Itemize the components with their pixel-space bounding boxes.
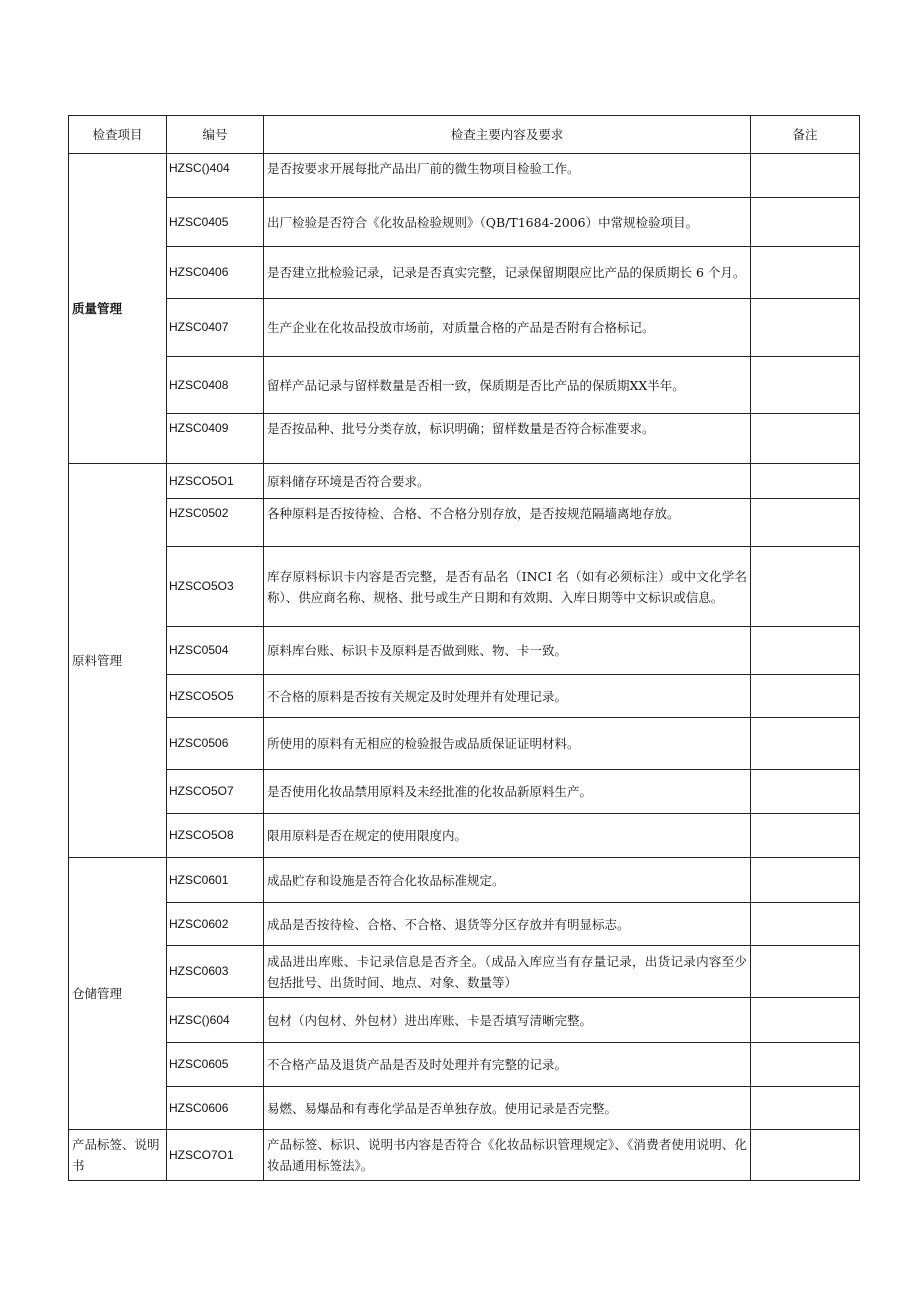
table-row (69, 627, 860, 675)
code-cell: HZSC0409 (167, 414, 264, 464)
code-cell: HZSC0602 (167, 903, 264, 946)
table-row (69, 770, 860, 814)
code-cell: HZSC()604 (167, 998, 264, 1043)
table-body (69, 154, 860, 1181)
category-cell: 原料管理 (69, 464, 167, 858)
table-row (69, 814, 860, 858)
table-row (69, 247, 860, 299)
note-cell (751, 464, 860, 499)
code-cell: HZSC0506 (167, 718, 264, 770)
content-cell: 原料储存环境是否符合要求。 (264, 464, 751, 499)
header-note: 备注 (751, 116, 860, 154)
code-cell: HZSCO5O5 (167, 675, 264, 718)
category-cell: 产品标签、说明书 (69, 1130, 167, 1181)
code-cell: HZSC0603 (167, 946, 264, 998)
note-cell (751, 1087, 860, 1130)
table-row (69, 1043, 860, 1087)
code-cell: HZSCO5O1 (167, 464, 264, 499)
code-cell: HZSC()404 (167, 154, 264, 198)
category-cell: 仓储管理 (69, 858, 167, 1130)
content-cell: 是否按要求开展每批产品出厂前的微生物项目检验工作。 (264, 154, 751, 198)
code-cell: HZSC0405 (167, 198, 264, 247)
content-cell: 包材（内包材、外包材）进出库账、卡是否填写清晰完整。 (264, 998, 751, 1043)
content-cell: 易燃、易爆品和有毒化学品是否单独存放。使用记录是否完整。 (264, 1087, 751, 1130)
header-category: 检查项目 (69, 116, 167, 154)
table-row (69, 675, 860, 718)
note-cell (751, 627, 860, 675)
table-row (69, 903, 860, 946)
table-row (69, 998, 860, 1043)
table-row (69, 946, 860, 998)
content-cell: 生产企业在化妆品投放市场前，对质量合格的产品是否附有合格标记。 (264, 299, 751, 357)
note-cell (751, 998, 860, 1043)
content-cell: 留样产品记录与留样数量是否相一致，保质期是否比产品的保质期XX半年。 (264, 357, 751, 414)
note-cell (751, 1130, 860, 1181)
content-cell: 是否使用化妆品禁用原料及未经批准的化妆品新原料生产。 (264, 770, 751, 814)
content-cell: 成品是否按待检、合格、不合格、退货等分区存放并有明显标志。 (264, 903, 751, 946)
table-row (69, 198, 860, 247)
table-row (69, 299, 860, 357)
table-row (69, 357, 860, 414)
content-cell: 产品标签、标识、说明书内容是否符合《化妆品标识管理规定》、《消费者使用说明、化妆品通用标签法》。 (264, 1130, 751, 1181)
table-row (69, 414, 860, 464)
content-cell: 出厂检验是否符合《化妆品检验规则》（QB/T1684-2006）中常规检验项目。 (264, 198, 751, 247)
content-cell: 库存原料标识卡内容是否完整，是否有品名（INCI 名（如有必须标注）或中文化学名称）、供应商名称、规格、批号或生产日期和有效期、入库日期等中文标识或信息。 (264, 547, 751, 627)
code-cell: HZSC0504 (167, 627, 264, 675)
table-row (69, 718, 860, 770)
content-cell: 各种原料是否按待检、合格、不合格分别存放，是否按规范隔墙离地存放。 (264, 499, 751, 547)
table-row (69, 858, 860, 903)
inspection-table (68, 115, 860, 1181)
note-cell (751, 858, 860, 903)
table-row (69, 499, 860, 547)
code-cell: HZSCO5O3 (167, 547, 264, 627)
content-cell: 所使用的原料有无相应的检验报告或品质保证证明材料。 (264, 718, 751, 770)
category-cell: 质量管理 (69, 154, 167, 464)
note-cell (751, 770, 860, 814)
note-cell (751, 675, 860, 718)
table-row (69, 547, 860, 627)
note-cell (751, 154, 860, 198)
note-cell (751, 814, 860, 858)
note-cell (751, 198, 860, 247)
content-cell: 是否按品种、批号分类存放，标识明确；留样数量是否符合标准要求。 (264, 414, 751, 464)
note-cell (751, 299, 860, 357)
note-cell (751, 903, 860, 946)
code-cell: HZSC0406 (167, 247, 264, 299)
note-cell (751, 247, 860, 299)
content-cell: 限用原料是否在规定的使用限度内。 (264, 814, 751, 858)
note-cell (751, 357, 860, 414)
code-cell: HZSC0407 (167, 299, 264, 357)
header-row (69, 116, 860, 154)
content-cell: 成品进出库账、卡记录信息是否齐全。（成品入库应当有存量记录，出货记录内容至少包括批号、出货时间、地点、对象、数量等） (264, 946, 751, 998)
note-cell (751, 414, 860, 464)
code-cell: HZSCO5O7 (167, 770, 264, 814)
code-cell: HZSC0606 (167, 1087, 264, 1130)
table-row (69, 154, 860, 198)
note-cell (751, 499, 860, 547)
content-cell: 不合格的原料是否按有关规定及时处理并有处理记录。 (264, 675, 751, 718)
code-cell: HZSC0601 (167, 858, 264, 903)
table-row (69, 1130, 860, 1181)
code-cell: HZSC0408 (167, 357, 264, 414)
code-cell: HZSCO5O8 (167, 814, 264, 858)
content-cell: 成品贮存和设施是否符合化妆品标准规定。 (264, 858, 751, 903)
table-row (69, 1087, 860, 1130)
content-cell: 不合格产品及退货产品是否及时处理并有完整的记录。 (264, 1043, 751, 1087)
content-cell: 是否建立批检验记录，记录是否真实完整，记录保留期限应比产品的保质期长 6 个月。 (264, 247, 751, 299)
header-code: 编号 (167, 116, 264, 154)
header-content: 检查主要内容及要求 (264, 116, 751, 154)
content-cell: 原料库台账、标识卡及原料是否做到账、物、卡一致。 (264, 627, 751, 675)
note-cell (751, 1043, 860, 1087)
code-cell: HZSC0502 (167, 499, 264, 547)
note-cell (751, 718, 860, 770)
code-cell: HZSCO7O1 (167, 1130, 264, 1181)
note-cell (751, 946, 860, 998)
note-cell (751, 547, 860, 627)
code-cell: HZSC0605 (167, 1043, 264, 1087)
table-row (69, 464, 860, 499)
